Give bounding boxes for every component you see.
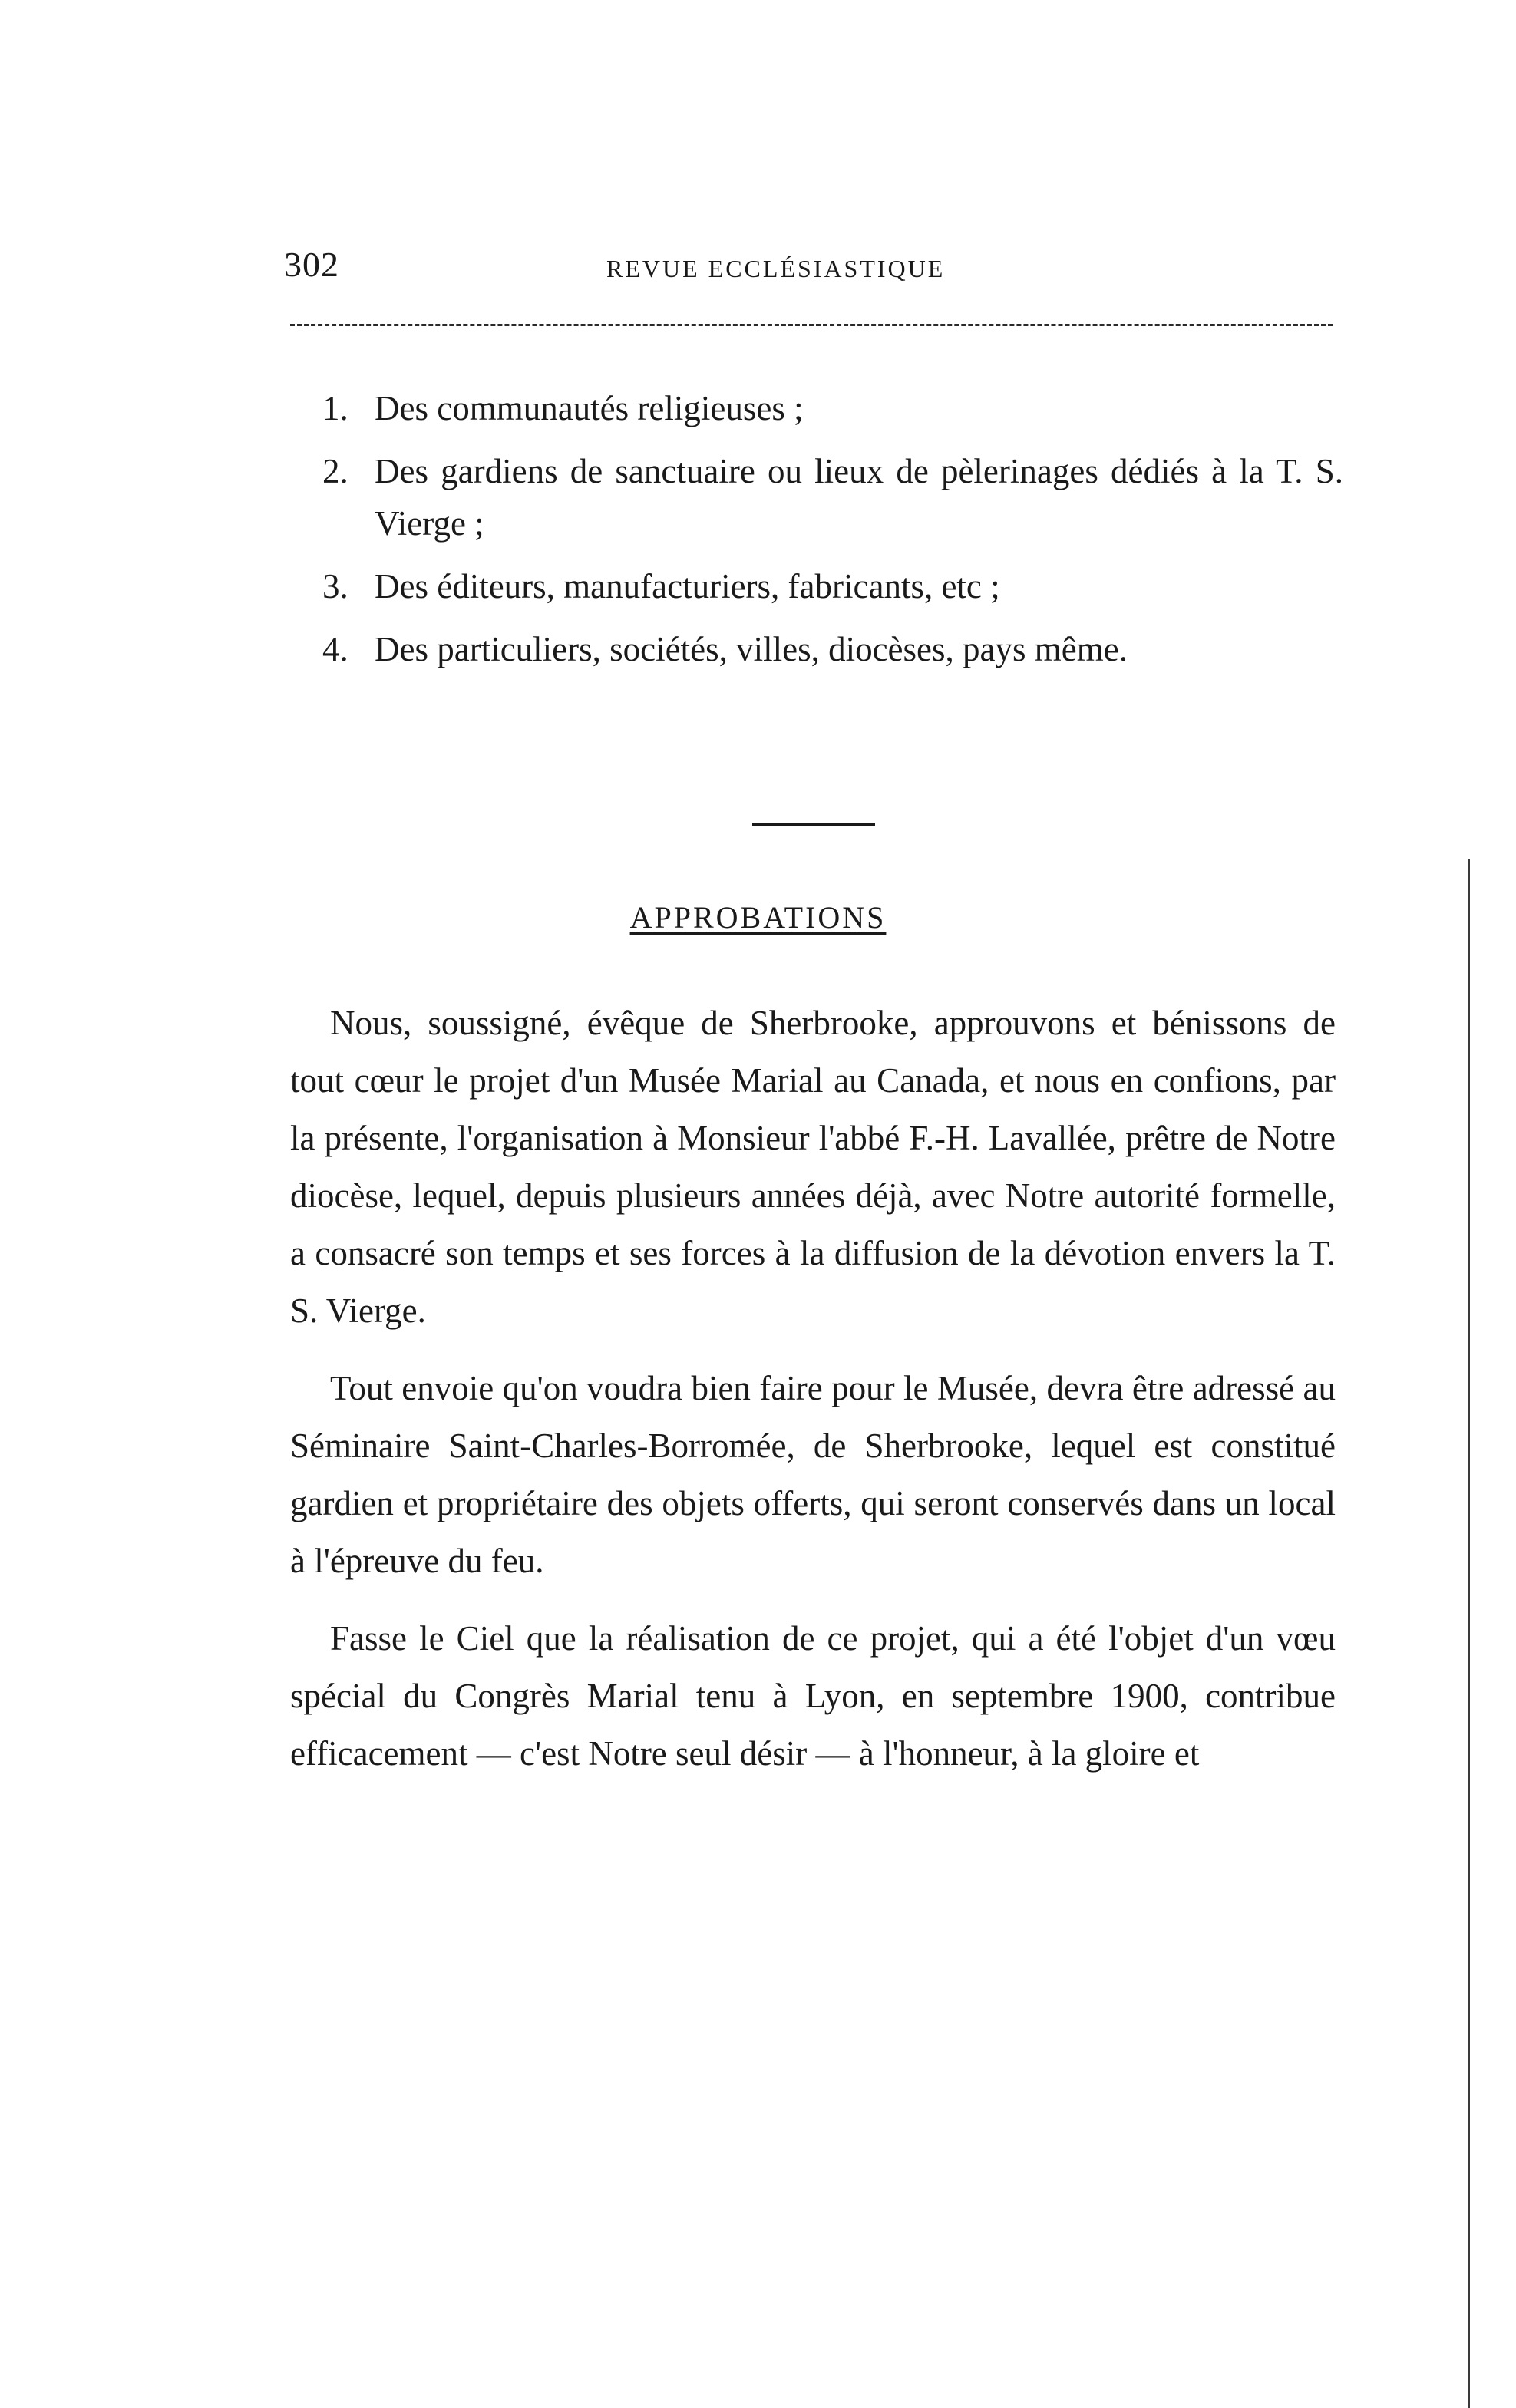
section-separator: [752, 823, 875, 826]
paragraph: Fasse le Ciel que la réalisation de ce projet, qui a été l'objet d'un vœu spécial du Congrès Marial tenu à Lyon, en septembre 1900, contribue efficacement — c'est Notre seul désir — à l'honneur, à la gloire et: [290, 1619, 1336, 1773]
list-item-text: Des gardiens de sanctuaire ou lieux de pèlerinages dédiés à la T. S. Vierge ;: [375, 452, 1343, 543]
list-item: [322, 560, 1343, 612]
body-text: [290, 995, 1336, 1803]
list-item-number: 4.: [322, 630, 348, 668]
page-edge-line: [1468, 859, 1470, 2408]
paragraph: Nous, soussigné, évêque de Sherbrooke, approuvons et bénissons de tout cœur le projet d'un Musée Marial au Canada, et nous en confions, par la présente, l'organisation à Monsieur l'abbé F.-H. Lavallée, prêtre de Notre diocèse, lequel, depuis plusieurs années déjà, avec Notre autorité formelle, a consacré son temps et ses forces à la diffusion de la dévotion envers la T. S. Vierge.: [290, 1004, 1336, 1330]
list-item: [322, 445, 1343, 549]
list-item-text: Des éditeurs, manufacturiers, fabricants, etc ;: [375, 567, 1000, 605]
journal-title: REVUE ECCLÉSIASTIQUE: [606, 255, 946, 282]
list-item-number: 1.: [322, 389, 348, 427]
paragraph: Tout envoie qu'on voudra bien faire pour le Musée, devra être adressé au Séminaire Saint-Charles-Borromée, de Sherbrooke, lequel est constitué gardien et propriétaire des objets offerts, qui seront conservés dans un local à l'épreuve du feu.: [290, 1369, 1336, 1580]
list-item: [322, 623, 1343, 675]
list-item-text: Des communautés religieuses ;: [375, 389, 804, 427]
list-item-text: Des particuliers, sociétés, villes, diocèses, pays même.: [375, 630, 1128, 668]
header-divider: [290, 324, 1333, 326]
running-head: [284, 244, 1336, 290]
list-item-number: 2.: [322, 452, 348, 490]
page-number: 302: [284, 245, 339, 284]
section-title: APPROBATIONS: [629, 900, 887, 935]
list-item: [322, 382, 1343, 434]
list-item-number: 3.: [322, 567, 348, 605]
numbered-list: [322, 382, 1343, 686]
